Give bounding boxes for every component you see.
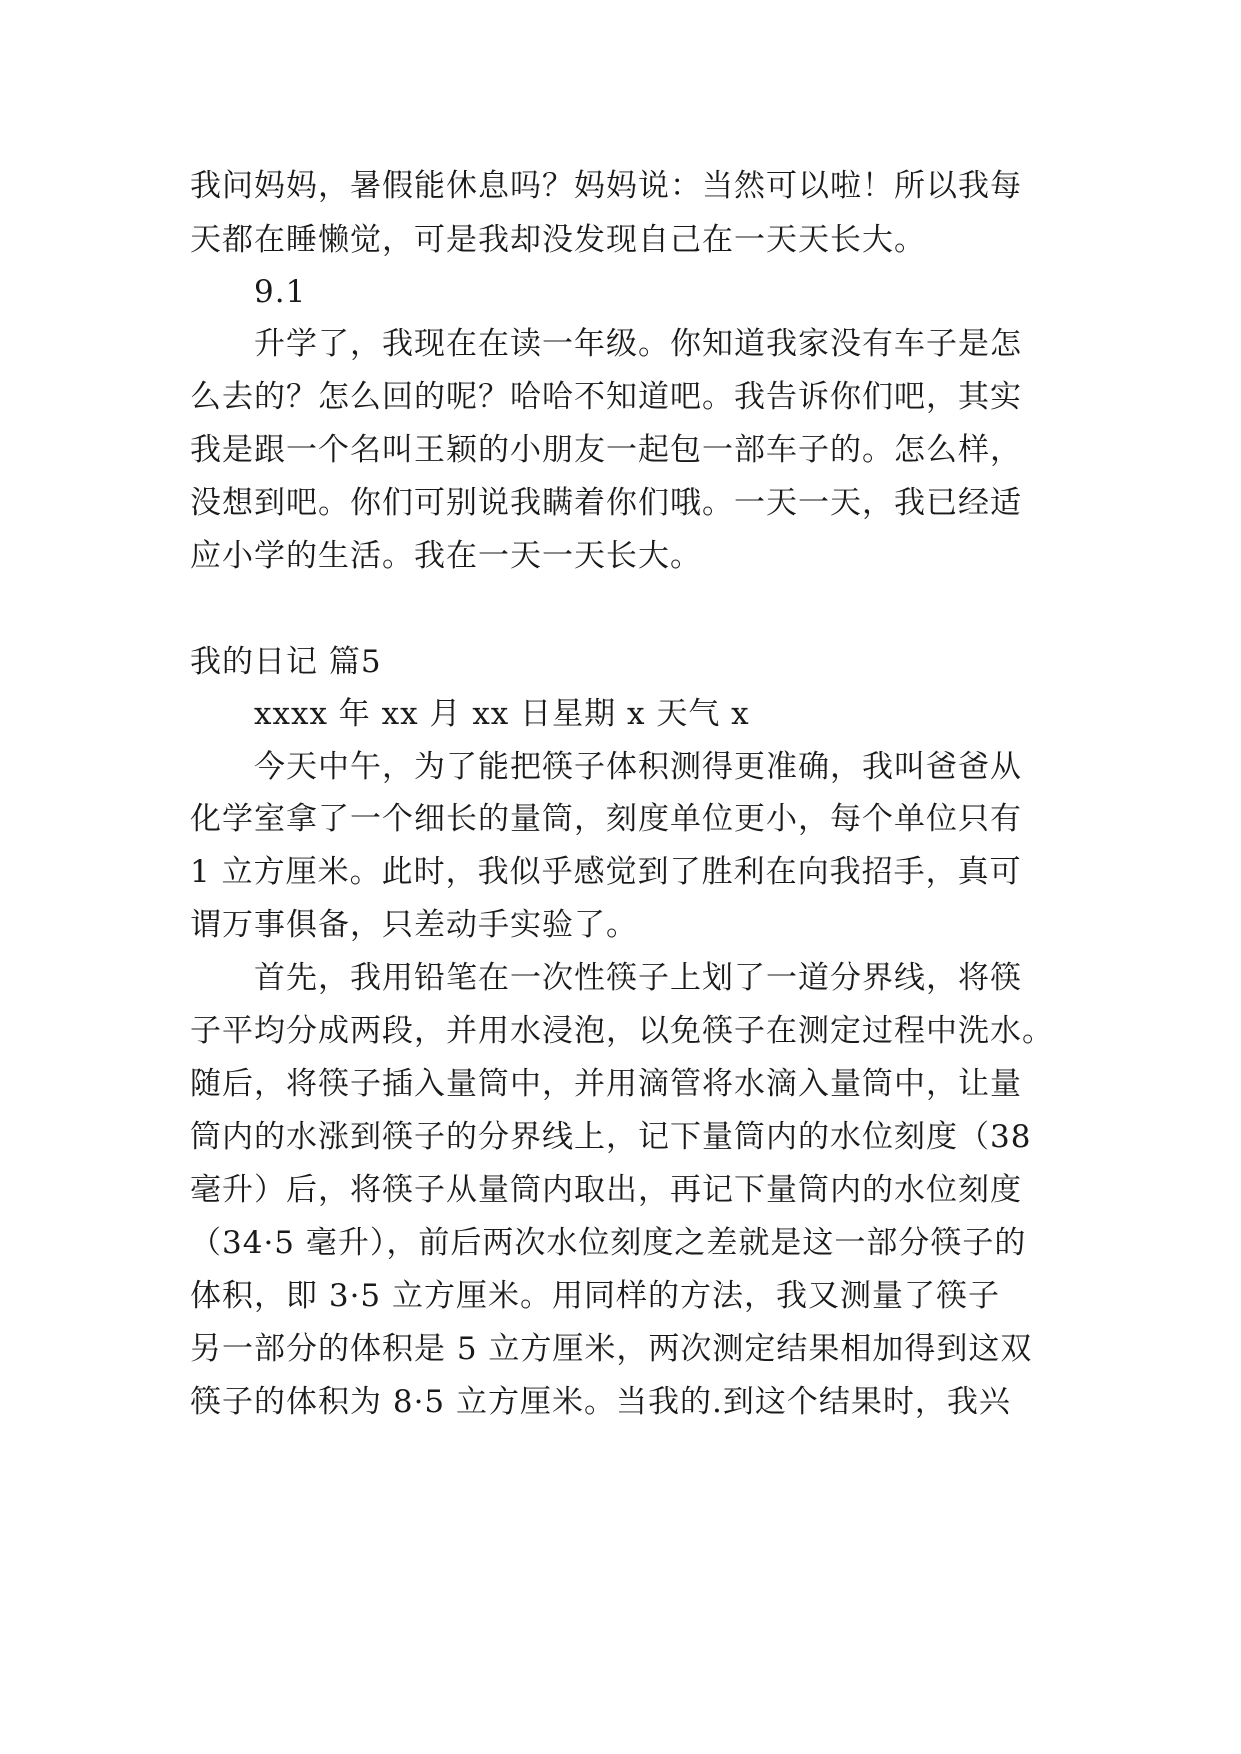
text-line: 体积，即 3·5 立方厘米。用同样的方法，我又测量了筷子 — [190, 1278, 1001, 1314]
section-title: 我的日记 篇5 — [190, 644, 382, 680]
text-line: 1 立方厘米。此时，我似乎感觉到了胜利在向我招手，真可 — [190, 854, 1022, 890]
date-line: xxxx 年 xx 月 xx 日星期 x 天气 x — [254, 696, 750, 732]
text-line: 我问妈妈，暑假能休息吗？妈妈说：当然可以啦！所以我每 — [190, 168, 1022, 204]
text-line: （34·5 毫升），前后两次水位刻度之差就是这一部分筷子的 — [190, 1225, 1027, 1261]
text-line: 随后，将筷子插入量筒中，并用滴管将水滴入量筒中，让量 — [190, 1066, 1022, 1102]
text-line: 筒内的水涨到筷子的分界线上，记下量筒内的水位刻度（38 — [190, 1119, 1032, 1155]
text-line: 化学室拿了一个细长的量筒，刻度单位更小，每个单位只有 — [190, 801, 1022, 837]
text-line: 升学了，我现在在读一年级。你知道我家没有车子是怎 — [254, 326, 1022, 362]
text-line: 筷子的体积为 8·5 立方厘米。当我的.到这个结果时，我兴 — [190, 1384, 1011, 1420]
text-line: 应小学的生活。我在一天一天长大。 — [190, 538, 702, 574]
text-line: 我是跟一个名叫王颖的小朋友一起包一部车子的。怎么样， — [190, 432, 1022, 468]
text-line: 天都在睡懒觉，可是我却没发现自己在一天天长大。 — [190, 222, 926, 258]
text-line: 另一部分的体积是 5 立方厘米，两次测定结果相加得到这双 — [190, 1331, 1033, 1367]
text-line: 谓万事俱备，只差动手实验了。 — [190, 907, 638, 943]
date-heading: 9.1 — [254, 274, 307, 310]
text-line: 子平均分成两段，并用水浸泡，以免筷子在测定过程中洗水。 — [190, 1013, 1054, 1049]
text-line: 么去的？怎么回的呢？哈哈不知道吧。我告诉你们吧，其实 — [190, 379, 1022, 415]
text-line: 毫升）后，将筷子从量筒内取出，再记下量筒内的水位刻度 — [190, 1172, 1022, 1208]
text-line: 首先，我用铅笔在一次性筷子上划了一道分界线，将筷 — [254, 960, 1022, 996]
text-line: 今天中午，为了能把筷子体积测得更准确，我叫爸爸从 — [254, 749, 1022, 785]
text-line: 没想到吧。你们可别说我瞒着你们哦。一天一天，我已经适 — [190, 485, 1022, 521]
